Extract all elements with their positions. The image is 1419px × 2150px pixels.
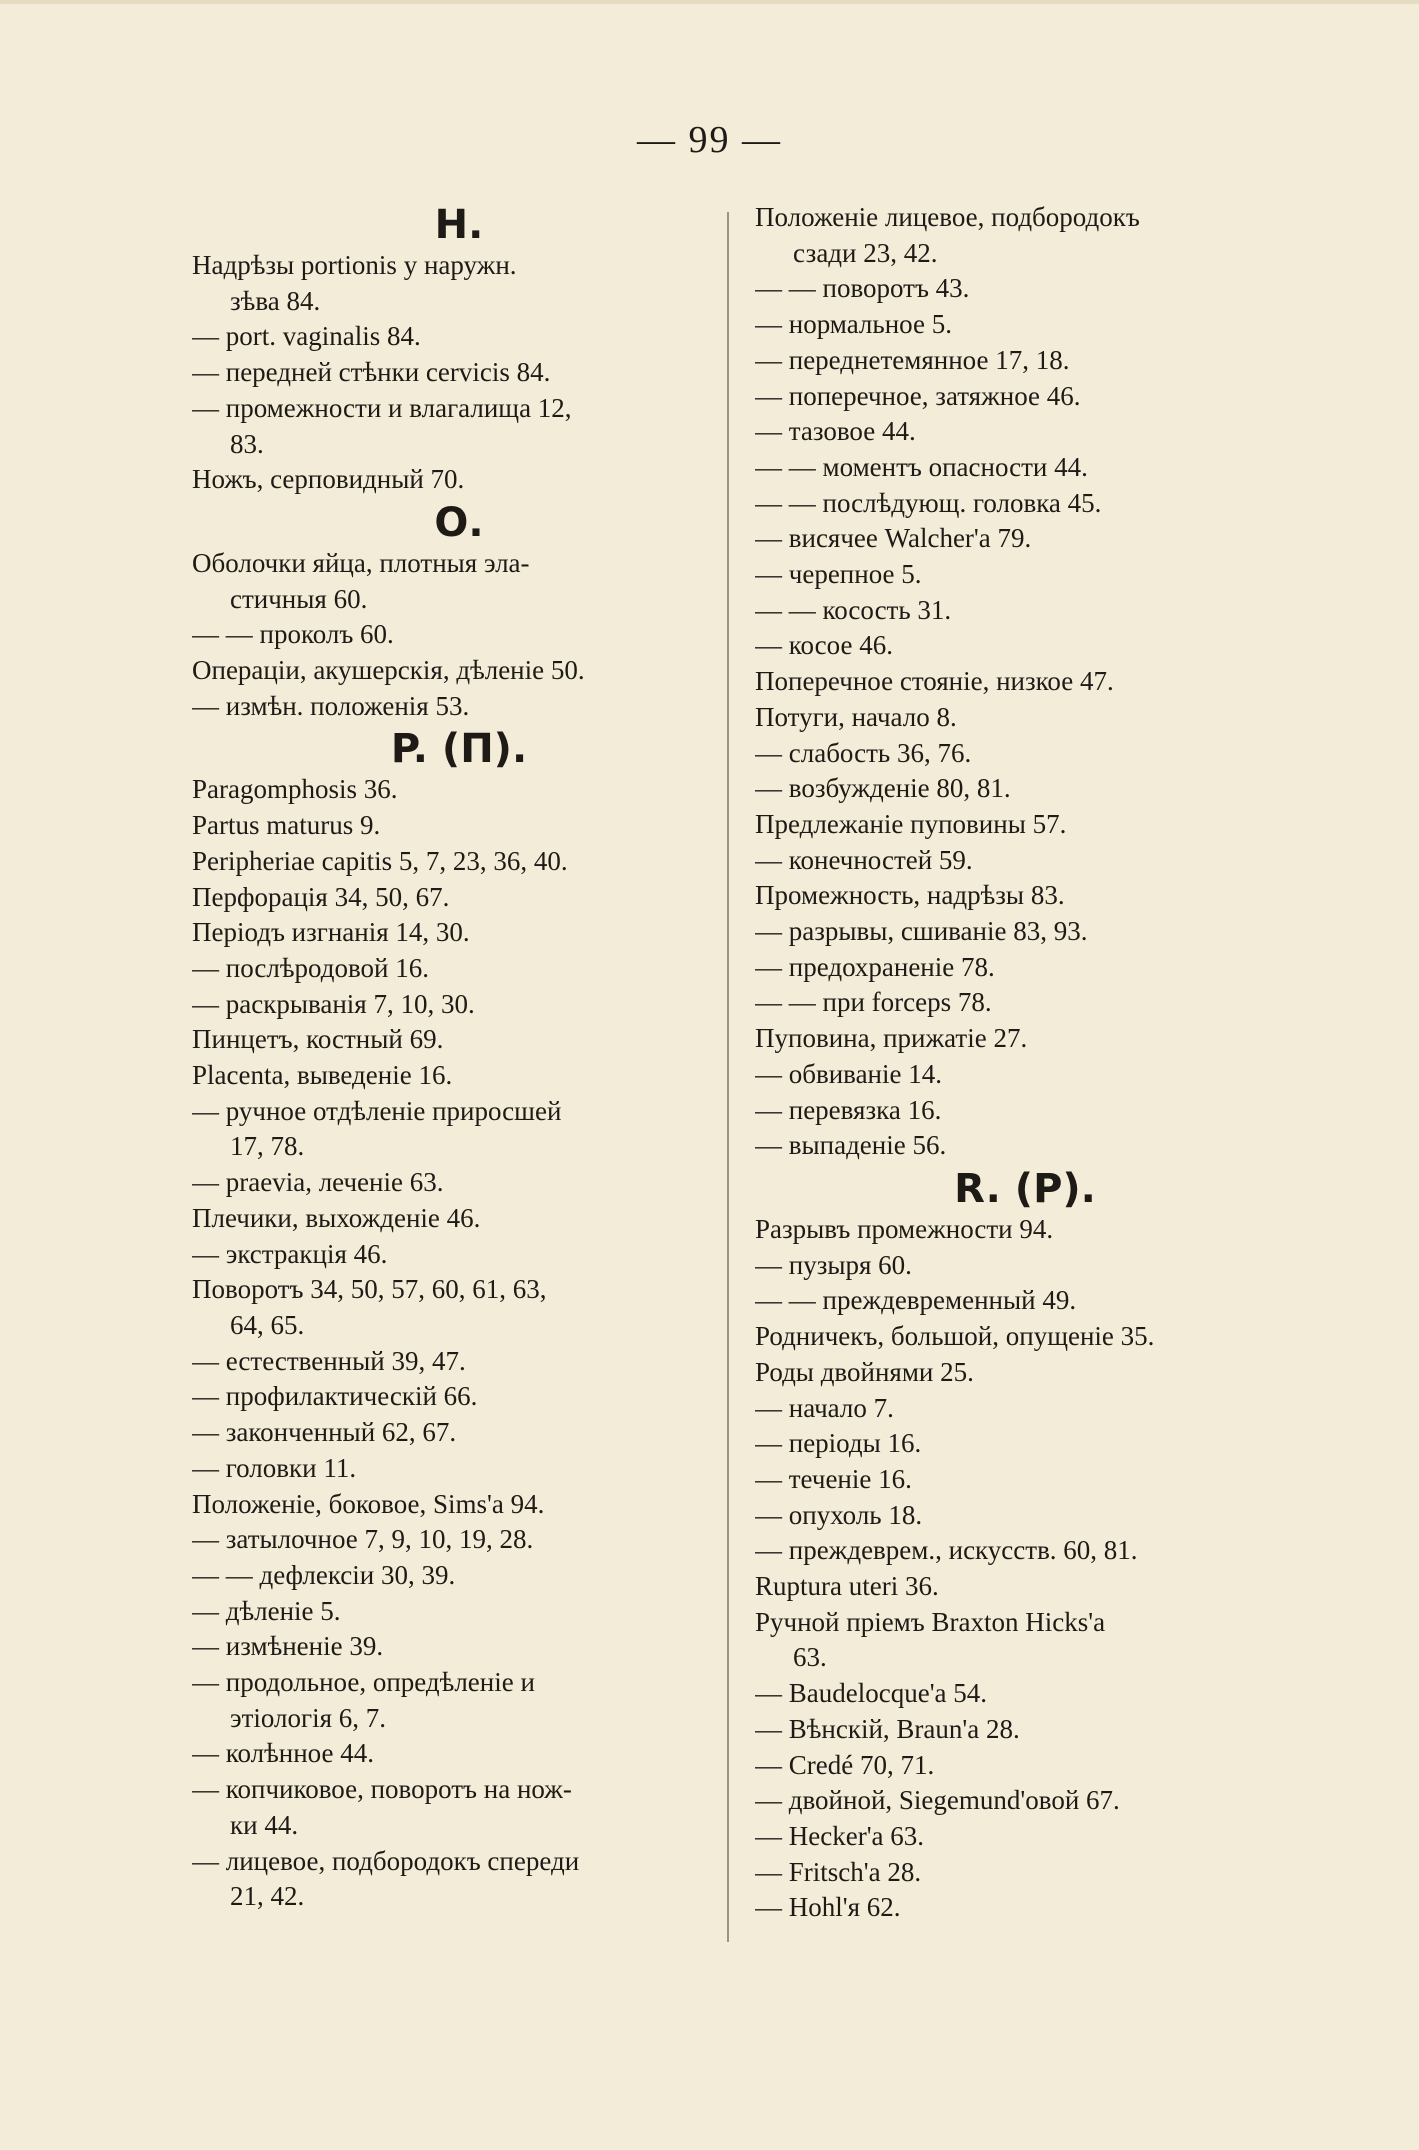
index-entry: Положеніе, боковое, Sims'a 94. xyxy=(192,1488,545,1519)
index-entry: — экстракція 46. xyxy=(192,1238,388,1269)
index-entry-continuation: зѣва 84. xyxy=(230,285,321,316)
index-entry: — — косость 31. xyxy=(755,594,952,625)
index-entry-continuation: этіологія 6, 7. xyxy=(230,1702,387,1733)
index-entry: — преждеврем., искусств. 60, 81. xyxy=(755,1535,1138,1566)
index-entry: — дѣленіе 5. xyxy=(192,1595,341,1626)
index-column-right xyxy=(755,200,1295,1926)
index-entry: Положеніе лицевое, подбородокъ xyxy=(755,202,1140,232)
index-entry: Пуповина, прижатіе 27. xyxy=(755,1023,1028,1054)
index-entry: — Вѣнскій, Braun'a 28. xyxy=(755,1713,1020,1744)
column-divider xyxy=(727,212,729,1942)
index-entry: — промежности и влагалища 12, xyxy=(192,392,572,423)
index-entry: — Credé 70, 71. xyxy=(755,1749,935,1780)
index-entry: — — проколъ 60. xyxy=(192,619,394,650)
index-entry: Разрывъ промежности 94. xyxy=(755,1213,1054,1244)
index-entry: — опухоль 18. xyxy=(755,1499,923,1530)
index-entry: — port. vaginalis 84. xyxy=(192,321,421,352)
index-entry: — висячее Walcher'a 79. xyxy=(755,523,1032,554)
index-entry: — Baudelocque'a 54. xyxy=(755,1678,988,1709)
index-entry: Періодъ изгнанія 14, 30. xyxy=(192,917,470,948)
index-entry: Родничекъ, большой, опущеніе 35. xyxy=(755,1321,1155,1352)
page-number: — 99 — xyxy=(637,119,782,161)
index-entry: — возбужденіе 80, 81. xyxy=(755,773,1011,804)
index-entry: Peripheriae capitis 5, 7, 23, 36, 40. xyxy=(192,845,568,876)
index-column-left xyxy=(192,200,726,1915)
index-entry: — профилактическій 66. xyxy=(192,1381,478,1412)
index-entry: Оболочки яйца, плотныя эла- xyxy=(192,547,530,578)
index-entry: Потуги, начало 8. xyxy=(755,701,957,732)
index-entry: — косое 46. xyxy=(755,630,893,661)
index-entry: — Hecker'a 63. xyxy=(755,1820,925,1851)
index-entry: — копчиковое, поворотъ на нож- xyxy=(192,1774,572,1805)
index-entry: Поперечное стояніе, низкое 47. xyxy=(755,666,1114,697)
index-entry: — пузыря 60. xyxy=(755,1249,912,1280)
section-letter-heading: P. (П). xyxy=(390,726,528,773)
index-entry-continuation: 63. xyxy=(793,1642,827,1673)
index-entry: — продольное, опредѣленіе и xyxy=(192,1667,535,1698)
index-entry-continuation: стичныя 60. xyxy=(230,583,368,614)
index-entry: — слабость 36, 76. xyxy=(755,737,972,768)
index-entry: — лицевое, подбородокъ спереди xyxy=(192,1845,580,1876)
section-letter-heading: Н. xyxy=(434,202,484,248)
index-entry: Пинцетъ, костный 69. xyxy=(192,1024,444,1055)
index-entry: — предохраненіе 78. xyxy=(755,951,995,982)
index-entry: — конечностей 59. xyxy=(755,844,973,875)
index-entry: Поворотъ 34, 50, 57, 60, 61, 63, xyxy=(192,1274,547,1305)
index-entry: Роды двойнями 25. xyxy=(755,1356,974,1387)
index-entry: — нормальное 5. xyxy=(755,309,952,340)
index-entry: — черепное 5. xyxy=(755,559,922,590)
index-entry: — — дефлексіи 30, 39. xyxy=(192,1559,456,1590)
index-entry-continuation: 17, 78. xyxy=(230,1131,305,1162)
index-entry-continuation: сзади 23, 42. xyxy=(793,237,938,268)
index-entry: — поперечное, затяжное 46. xyxy=(755,380,1081,411)
index-entry: Перфорація 34, 50, 67. xyxy=(192,881,450,912)
section-letter-heading: R. (P). xyxy=(954,1165,1096,1212)
index-entry: — затылочное 7, 9, 10, 19, 28. xyxy=(192,1524,534,1555)
index-entry: — — преждевременный 49. xyxy=(755,1285,1077,1316)
index-entry: — praevia, леченіе 63. xyxy=(192,1167,444,1198)
page-top-edge xyxy=(0,0,1419,4)
index-entry: — измѣн. положенія 53. xyxy=(192,690,470,721)
index-entry: Операціи, акушерскія, дѣленіе 50. xyxy=(192,655,585,686)
index-entry: Partus maturus 9. xyxy=(192,810,381,841)
index-entry: — періоды 16. xyxy=(755,1428,922,1459)
index-entry: — колѣнное 44. xyxy=(192,1738,374,1769)
index-entry: — — послѣдующ. головка 45. xyxy=(755,487,1102,518)
index-entry: Плечики, выхожденіе 46. xyxy=(192,1202,481,1233)
index-entry: — послѣродовой 16. xyxy=(192,952,429,983)
index-entry: — переднетемянное 17, 18. xyxy=(755,344,1070,375)
index-entry: — измѣненіе 39. xyxy=(192,1631,384,1662)
index-entry: — Hohl'я 62. xyxy=(755,1892,901,1923)
index-entry: — начало 7. xyxy=(755,1392,894,1423)
index-entry-continuation: 21, 42. xyxy=(230,1881,305,1912)
index-entry-continuation: ки 44. xyxy=(230,1809,299,1840)
index-entry: — естественный 39, 47. xyxy=(192,1345,466,1376)
index-entry: Placenta, выведеніе 16. xyxy=(192,1060,453,1091)
index-entry: Предлежаніе пуповины 57. xyxy=(755,808,1067,839)
index-entry: — — моментъ опасности 44. xyxy=(755,451,1088,482)
index-entry: — тазовое 44. xyxy=(755,416,916,447)
section-letter-heading: О. xyxy=(434,499,484,546)
index-entry: Ручной пріемъ Braxton Hicks'a xyxy=(755,1606,1106,1637)
index-entry: — передней стѣнки cervicis 84. xyxy=(192,357,551,388)
index-entry: — раскрыванія 7, 10, 30. xyxy=(192,988,475,1019)
index-entry: — — при forceps 78. xyxy=(755,987,992,1018)
index-entry: Paragomphosis 36. xyxy=(192,774,398,805)
index-entry: — законченный 62, 67. xyxy=(192,1417,457,1448)
index-entry: — теченіе 16. xyxy=(755,1463,912,1494)
index-entry: — обвиваніе 14. xyxy=(755,1058,942,1089)
index-entry: Промежность, надрѣзы 83. xyxy=(755,880,1065,911)
index-entry: — двойной, Siegemund'овой 67. xyxy=(755,1785,1120,1816)
index-entry-continuation: 83. xyxy=(230,428,264,459)
index-entry: — Fritsch'a 28. xyxy=(755,1856,922,1887)
index-entry: Ножъ, серповидный 70. xyxy=(192,464,465,495)
index-entry-continuation: 64, 65. xyxy=(230,1309,305,1340)
index-entry: Надрѣзы portionis у наружн. xyxy=(192,250,517,280)
index-entry: Ruptura uteri 36. xyxy=(755,1571,939,1602)
index-entry: — выпаденіе 56. xyxy=(755,1130,947,1161)
index-entry: — — поворотъ 43. xyxy=(755,273,970,304)
index-entry: — ручное отдѣленіе приросшей xyxy=(192,1095,562,1126)
index-entry: — разрывы, сшиваніе 83, 93. xyxy=(755,916,1088,947)
index-entry: — перевязка 16. xyxy=(755,1094,942,1125)
index-entry: — головки 11. xyxy=(192,1452,357,1483)
